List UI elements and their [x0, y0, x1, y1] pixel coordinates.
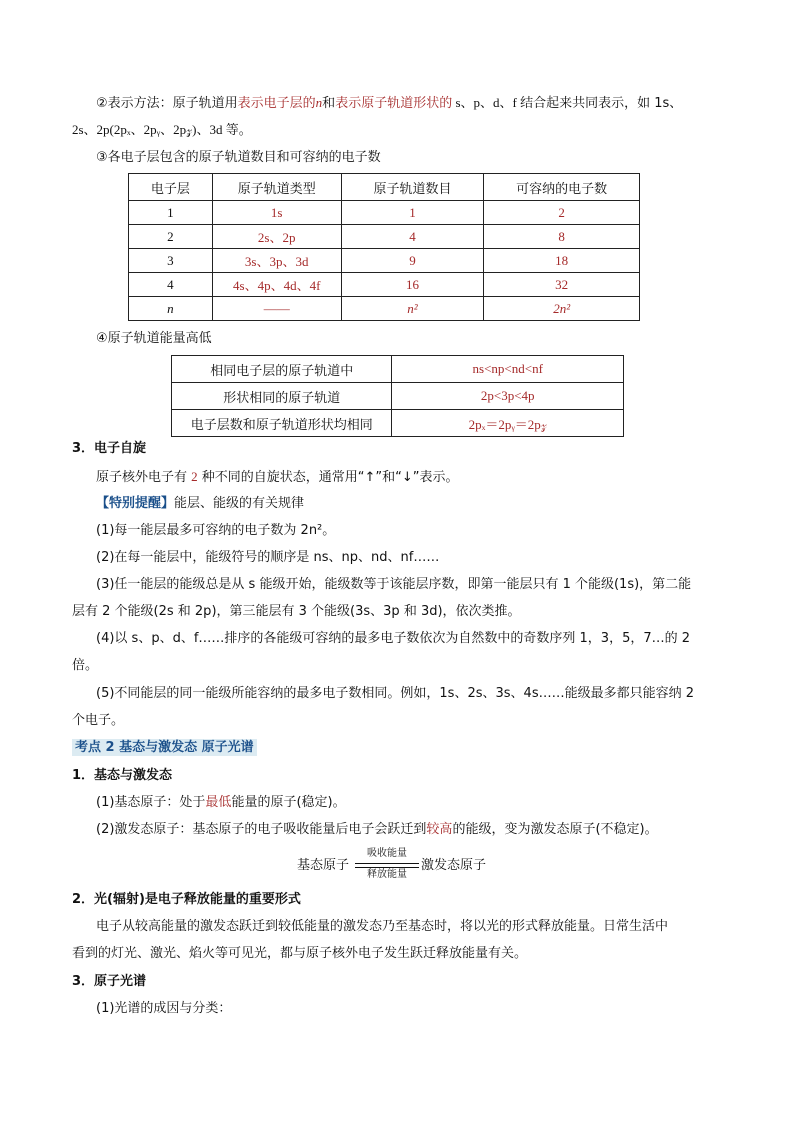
- section-title-ground: 1．基态与激发态: [72, 768, 173, 783]
- text: 原子核外电子有: [96, 470, 192, 485]
- energy-table: [171, 355, 624, 437]
- tip-item: (3)任一能层的能级总是从 s 能级开始，能级数等于该能层序数，即第一能层只有 1 个能级(1s)，第二能: [96, 577, 692, 592]
- table-cell: 1: [341, 201, 484, 225]
- table-row: [129, 249, 640, 273]
- paragraph-light: 电子从较高能量的激发态跃迁到较低能量的激发态乃至基态时，将以光的形式释放能量。日常生活中: [96, 919, 669, 934]
- table-cell: 18: [484, 249, 640, 273]
- table-cell: 形状相同的原子轨道: [172, 383, 392, 410]
- section-title-spin: 3．电子自旋: [72, 441, 147, 456]
- section-title-spectrum: 3．原子光谱: [72, 974, 147, 989]
- paragraph-spectrum: (1)光谱的成因与分类：: [96, 1001, 232, 1016]
- equation-left: 基态原子: [297, 858, 350, 873]
- table-cell: 32: [484, 273, 640, 297]
- highlight-text: 表示电子层的: [237, 96, 316, 111]
- table-row: [129, 297, 640, 321]
- paragraph-energy-order: ④原子轨道能量高低: [96, 331, 212, 346]
- arrow-label-up: 吸收能量: [367, 848, 407, 859]
- tip-item: (5)不同能层的同一能级所能容纳的最多电子数相同。例如，1s、2s、3s、4s……能级最多都只能容纳 2: [96, 686, 694, 701]
- highlight-text: 较高: [426, 822, 453, 837]
- table-cell: 3: [129, 249, 213, 273]
- table-header: 可容纳的电子数: [484, 174, 640, 201]
- text: 种不同的自旋状态，通常用“↑”和“↓”表示。: [197, 470, 459, 485]
- table-cell: 3s、3p、3d: [212, 249, 341, 273]
- text: 的能级，变为激发态原子(不稳定)。: [452, 822, 658, 837]
- table-row: [172, 383, 624, 410]
- table-cell: 9: [341, 249, 484, 273]
- tip-item: (4)以 s、p、d、f……排序的各能级可容纳的最多电子数依次为自然数中的奇数序列 1，3，5，7…的 2: [96, 631, 691, 646]
- table-cell: 4: [129, 273, 213, 297]
- table-header-row: [129, 174, 640, 201]
- table-cell: 8: [484, 225, 640, 249]
- arrow-line: [355, 863, 419, 864]
- equilibrium-arrow: [355, 847, 419, 883]
- orbital-table: [128, 173, 640, 321]
- table-row: [129, 201, 640, 225]
- text: 能量的原子(稳定)。: [231, 795, 346, 810]
- tip-item: (1)每一能层最多可容纳的电子数为 2n²。: [96, 523, 336, 538]
- table-cell: 2p<3p<4p: [392, 383, 624, 410]
- tip-label: 【特别提醒】: [96, 496, 175, 511]
- text: (2)激发态原子：基态原子的电子吸收能量后电子会跃迁到: [96, 822, 427, 837]
- table-cell: 4: [341, 225, 484, 249]
- paragraph-ground: [96, 793, 346, 813]
- paragraph-table-intro: ③各电子层包含的原子轨道数目和可容纳的电子数: [96, 150, 381, 165]
- tip-item-cont: 层有 2 个能级(2s 和 2p)，第三能层有 3 个能级(3s、3p 和 3d)，依次类推。: [72, 604, 521, 619]
- paragraph-representation-cont: 2s、2p(2pₓ、2pᵧ、2p𝓏)、3d 等。: [72, 122, 252, 137]
- table-cell: 2pₓ＝2pᵧ＝2p𝓏: [392, 410, 624, 437]
- highlight-text: 最低: [205, 795, 232, 810]
- equation-right: 激发态原子: [421, 858, 487, 873]
- table-cell: ns<np<nd<nf: [392, 356, 624, 383]
- table-cell: 4s、4p、4d、4f: [212, 273, 341, 297]
- table-header: 原子轨道类型: [212, 174, 341, 201]
- table-cell: 1: [129, 201, 213, 225]
- text: 结合起来共同表示，如 1s、: [520, 96, 683, 111]
- table-header: 电子层: [129, 174, 213, 201]
- arrow-label-down: 释放能量: [367, 869, 407, 880]
- section-title-light: 2．光(辐射)是电子释放能量的重要形式: [72, 892, 301, 907]
- table-cell: 2: [129, 225, 213, 249]
- text: (1)基态原子：处于: [96, 795, 206, 810]
- table-cell: 相同电子层的原子轨道中: [172, 356, 392, 383]
- highlight-text: n: [315, 95, 323, 110]
- table-cell: 2n²: [484, 297, 640, 321]
- table-cell: ——: [212, 297, 341, 321]
- highlight-text: 表示原子轨道形状的: [335, 96, 453, 111]
- tip-heading: [96, 494, 304, 514]
- table-cell: 2: [484, 201, 640, 225]
- tip-item: (2)在每一能层中，能级符号的顺序是 ns、np、nd、nf……: [96, 550, 440, 565]
- text: 和: [322, 96, 336, 111]
- text: ②表示方法：原子轨道用: [96, 96, 238, 111]
- tip-item-cont: 个电子。: [72, 713, 125, 728]
- table-cell: n²: [341, 297, 484, 321]
- arrow-line: [355, 867, 419, 868]
- section-tag: 考点 2 基态与激发态 原子光谱: [72, 739, 257, 756]
- paragraph-spin: [96, 467, 459, 488]
- table-row: [172, 410, 624, 437]
- table-cell: 2s、2p: [212, 225, 341, 249]
- paragraph-representation: [96, 93, 682, 114]
- text: s、p、d、f: [452, 95, 521, 110]
- table-row: [129, 225, 640, 249]
- tip-item-cont: 倍。: [72, 658, 99, 673]
- table-row: [129, 273, 640, 297]
- highlight-text: 2: [191, 469, 198, 484]
- table-cell: 电子层数和原子轨道形状均相同: [172, 410, 392, 437]
- table-cell: 16: [341, 273, 484, 297]
- table-cell: n: [129, 297, 213, 321]
- section-heading-kd2: [72, 738, 257, 758]
- tip-title: 能层、能级的有关规律: [174, 496, 305, 511]
- table-row: [172, 356, 624, 383]
- paragraph-excited: [96, 820, 658, 840]
- table-header: 原子轨道数目: [341, 174, 484, 201]
- table-cell: 1s: [212, 201, 341, 225]
- paragraph-light-cont: 看到的灯光、激光、焰火等可见光，都与原子核外电子发生跃迁释放能量有关。: [72, 946, 528, 961]
